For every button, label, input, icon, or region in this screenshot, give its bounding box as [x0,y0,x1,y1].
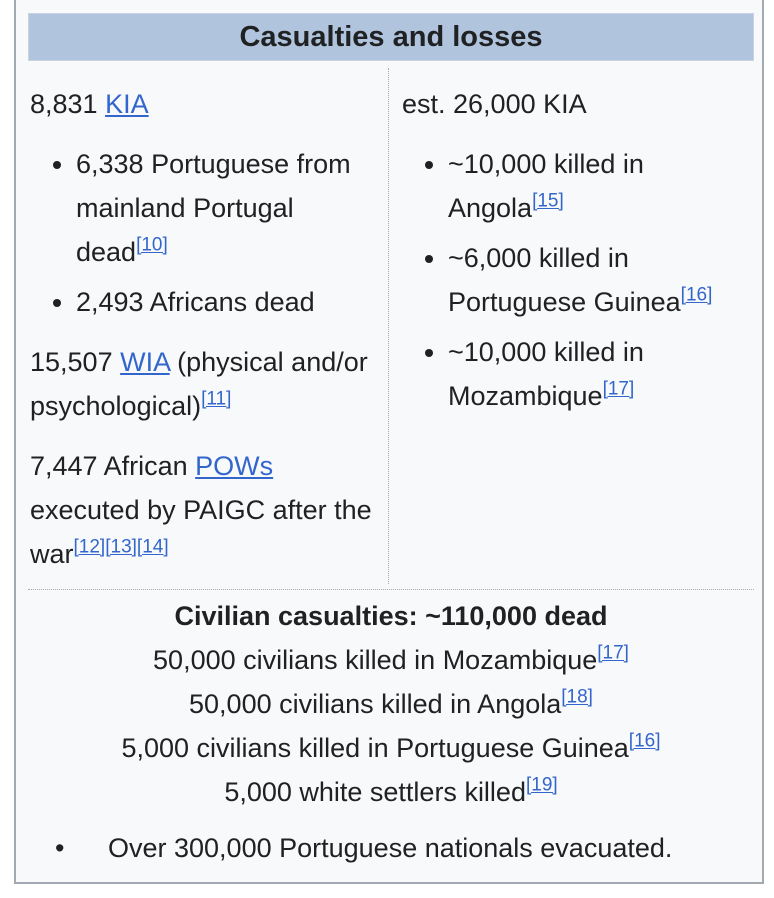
list-item-text: ~10,000 killed in Mozambique [448,337,644,411]
reference-link[interactable]: [18] [561,686,593,708]
wia-link[interactable]: WIA [120,347,170,377]
list-item-text: ~6,000 killed in Portuguese Guinea [448,243,681,317]
civilian-line-text: 5,000 white settlers killed [224,777,526,807]
kia-number: 8,831 [30,89,98,119]
reference-link[interactable]: [14] [136,536,169,558]
civilian-line-text: 5,000 civilians killed in Portuguese Guinea [121,733,629,763]
kia-line [30,82,380,126]
reference-link[interactable]: [19] [525,774,558,796]
civilian-line [28,770,754,814]
civilian-line [28,638,754,682]
reference-link[interactable]: [17] [602,378,635,400]
pow-prefix: 7,447 African [30,451,188,481]
reference-link[interactable]: [15] [532,190,564,212]
reference-link[interactable]: [17] [597,642,629,664]
reference-link[interactable]: [11] [201,388,232,410]
kia-estimate: est. 26,000 KIA [402,89,587,119]
list-item [448,142,752,230]
list-item-text: 6,338 Portuguese from mainland Portugal dead [76,149,351,267]
pow-description: executed by PAIGC after the war [30,495,372,569]
wia-description: (physical and/or psychological) [30,347,368,421]
left-bullet-list [30,142,380,324]
list-item [76,142,380,274]
left-column [30,82,380,592]
reference-link[interactable]: [10] [136,234,168,256]
right-column [402,82,752,434]
evacuation-text: Over 300,000 Portuguese nationals evacuated. [108,833,673,863]
reference-link[interactable]: [16] [680,284,713,306]
reference-link[interactable]: [13] [105,536,137,558]
reference-link[interactable]: [16] [628,730,661,752]
list-item-text: 2,493 Africans dead [76,287,315,317]
list-item [76,280,380,324]
wia-line [30,340,380,428]
list-item [448,330,752,418]
list-item-text: ~10,000 killed in Angola [448,149,644,223]
pow-line [30,444,380,576]
civilian-title: Civilian casualties: ~110,000 dead [174,601,608,631]
reference-link[interactable]: [12] [73,536,106,558]
civilian-casualties [28,594,754,814]
pow-link[interactable]: POWs [195,451,274,481]
civilian-line [28,682,754,726]
casualties-infobox [14,0,764,884]
right-bullet-list [402,142,752,418]
civilian-line [28,726,754,770]
kia-link[interactable]: KIA [105,89,149,119]
list-item [448,236,752,324]
bullet-icon: • [55,833,65,863]
section-header: Casualties and losses [28,13,754,61]
civilian-line-text: 50,000 civilians killed in Mozambique [153,645,598,675]
wia-number: 15,507 [30,347,113,377]
column-divider [388,68,389,584]
civilian-line-text: 50,000 civilians killed in Angola [189,689,562,719]
row-divider [28,589,754,590]
